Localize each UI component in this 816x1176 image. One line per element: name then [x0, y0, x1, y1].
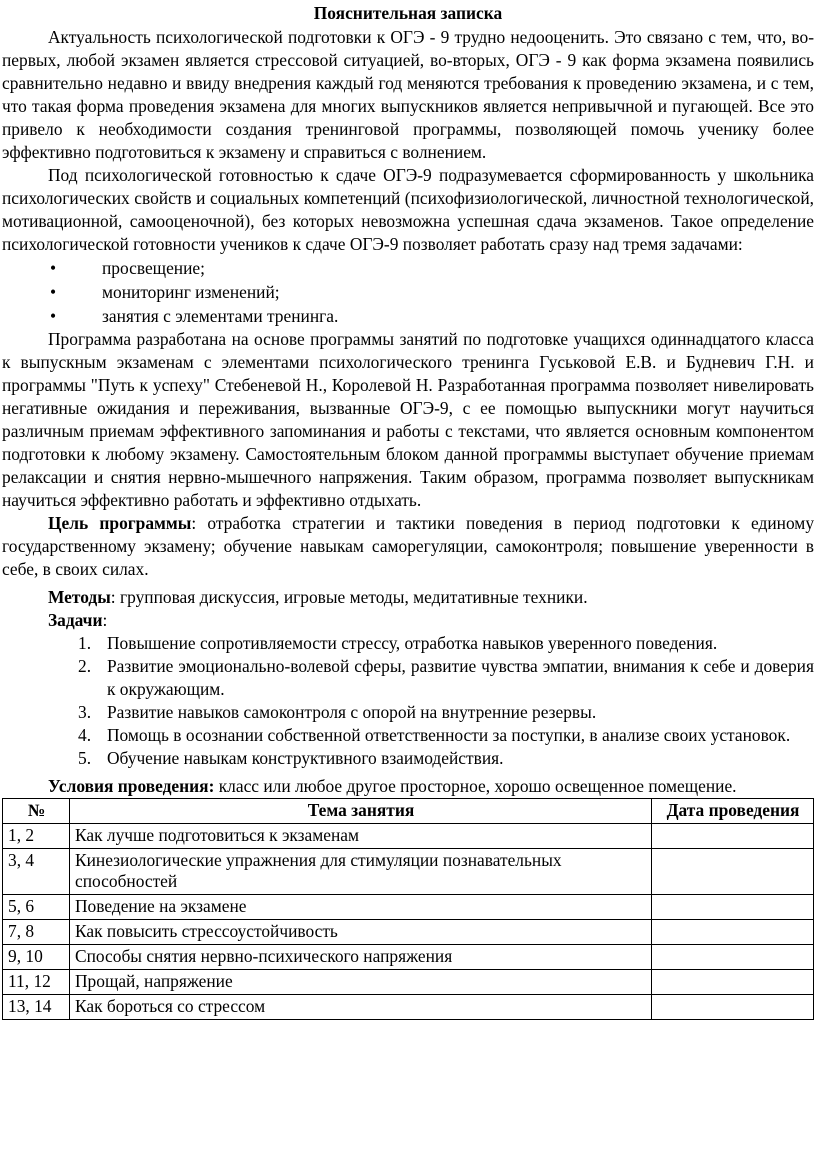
- tasks-list: [2, 632, 814, 770]
- task-text: Помощь в осознании собственной ответственности за поступки, в анализе своих установок.: [107, 725, 791, 745]
- goal-text: : отработка стратегии и тактики поведения в период подготовки к единому государственному экзамену; обучение навыкам саморегуляции, самоконтроля; повышение уверенности в себе, в своих силах.: [2, 513, 815, 579]
- cell-topic: Кинезиологические упражнения для стимуляции познавательных способностей: [70, 849, 652, 895]
- task-text: Обучение навыкам конструктивного взаимодействия.: [107, 748, 504, 768]
- cell-number: 3, 4: [3, 849, 70, 895]
- task-text: Повышение сопротивляемости стрессу, отработка навыков уверенного поведения.: [107, 633, 718, 653]
- cell-date: [652, 970, 814, 995]
- cell-number: 13, 14: [3, 995, 70, 1020]
- cell-date: [652, 895, 814, 920]
- task-number: 4.: [78, 725, 92, 745]
- conditions-label: Условия проведения:: [48, 776, 215, 796]
- header-topic: Тема занятия: [70, 799, 652, 824]
- table-row: [3, 995, 814, 1020]
- task-number: 5.: [78, 748, 92, 768]
- table-row: [3, 824, 814, 849]
- cell-number: 5, 6: [3, 895, 70, 920]
- cell-topic: Поведение на экзамене: [70, 895, 652, 920]
- task-text: Развитие навыков самоконтроля с опорой на внутренние резервы.: [107, 702, 597, 722]
- cell-date: [652, 945, 814, 970]
- table-row: [3, 945, 814, 970]
- list-item: [2, 280, 814, 304]
- cell-date: [652, 824, 814, 849]
- conditions-text: класс или любое другое просторное, хорошо освещенное помещение.: [214, 776, 737, 796]
- bullet-icon: •: [50, 258, 57, 278]
- page-title: Пояснительная записка: [313, 3, 503, 23]
- table-header-row: [3, 799, 814, 824]
- list-item-text: мониторинг изменений;: [102, 282, 280, 302]
- paragraph-methods: [2, 586, 814, 609]
- header-date: Дата проведения: [652, 799, 814, 824]
- table-row: [3, 970, 814, 995]
- tasks-colon: :: [102, 610, 108, 630]
- cell-date: [652, 849, 814, 895]
- task-number: 1.: [78, 633, 92, 653]
- bullet-list: [2, 256, 814, 328]
- cell-date: [652, 920, 814, 945]
- cell-topic: Способы снятия нервно-психического напряжения: [70, 945, 652, 970]
- cell-number: 11, 12: [3, 970, 70, 995]
- goal-label: Цель программы: [48, 513, 192, 533]
- methods-label: Методы: [48, 587, 111, 607]
- list-item: [2, 632, 814, 655]
- cell-topic: Прощай, напряжение: [70, 970, 652, 995]
- paragraph-conditions: [2, 775, 814, 798]
- table-row: [3, 849, 814, 895]
- methods-text: : групповая дискуссия, игровые методы, медитативные техники.: [110, 587, 588, 607]
- list-item-text: занятия с элементами тренинга.: [102, 306, 339, 326]
- table-row: [3, 895, 814, 920]
- cell-number: 9, 10: [3, 945, 70, 970]
- bullet-icon: •: [50, 282, 57, 302]
- paragraph-tasks-heading: [2, 609, 814, 632]
- paragraph-goal: [2, 512, 814, 581]
- cell-topic: Как лучше подготовиться к экзаменам: [70, 824, 652, 849]
- cell-topic: Как бороться со стрессом: [70, 995, 652, 1020]
- cell-date: [652, 995, 814, 1020]
- schedule-table: [2, 798, 814, 1020]
- list-item: [2, 747, 814, 770]
- list-item: [2, 701, 814, 724]
- paragraph-program: Программа разработана на основе программы занятий по подготовке учащихся одиннадцатого класса к выпускным экзаменам с элементами психологического тренинга Гуськовой Е.В. и Будневич Г.Н. и программы "Путь к успеху" Стебеневой Н., Королевой Н. Разработанная программа позволяет нивелировать негативные ожидания и переживания, вызванные ОГЭ-9, с ее помощью выпускники могут научиться различным приемам эффективного запоминания и работы с текстами, что является основным компонентом подготовки к любому экзамену. Самостоятельным блоком данной программы выступает обучение приемам релаксации и снятия нервно-мышечного напряжения. Таким образом, программа позволяет выпускникам научиться эффективно работать и эффективно отдыхать.: [2, 329, 814, 510]
- list-item: [2, 256, 814, 280]
- bullet-icon: •: [50, 306, 57, 326]
- list-item-text: просвещение;: [102, 258, 205, 278]
- list-item: [2, 304, 814, 328]
- task-number: 3.: [78, 702, 92, 722]
- cell-number: 7, 8: [3, 920, 70, 945]
- table-row: [3, 920, 814, 945]
- task-text: Развитие эмоционально-волевой сферы, развитие чувства эмпатии, внимания к себе и доверия к окружающим.: [107, 656, 814, 699]
- header-number: №: [3, 799, 70, 824]
- task-number: 2.: [78, 656, 92, 676]
- cell-topic: Как повысить стрессоустойчивость: [70, 920, 652, 945]
- list-item: [2, 724, 814, 747]
- tasks-label: Задачи: [48, 610, 103, 630]
- paragraph-readiness: Под психологической готовностью к сдаче ОГЭ-9 подразумевается сформированность у школьника психологических свойств и социальных компетенций (психофизиологической, личностной технологической, мотивационной, самооценочной), без которых невозможна успешная сдача экзаменов. Такое определение психологической готовности учеников к сдаче ОГЭ-9 позволяет работать сразу над тремя задачами:: [2, 165, 814, 254]
- list-item: [2, 655, 814, 701]
- paragraph-relevance: Актуальность психологической подготовки к ОГЭ - 9 трудно недооценить. Это связано с тем, что, во-первых, любой экзамен является стрессовой ситуацией, во-вторых, ОГЭ - 9 как форма экзамена появились сравнительно недавно и ввиду внедрения каждый год меняются требования к проведению экзамена, и с тем, что такая форма проведения экзамена для многих выпускников является непривычной и пугающей. Все это привело к необходимости создания тренинговой программы, позволяющей помочь ученику более эффективно подготовиться к экзамену и справиться с волнением.: [2, 27, 814, 162]
- cell-number: 1, 2: [3, 824, 70, 849]
